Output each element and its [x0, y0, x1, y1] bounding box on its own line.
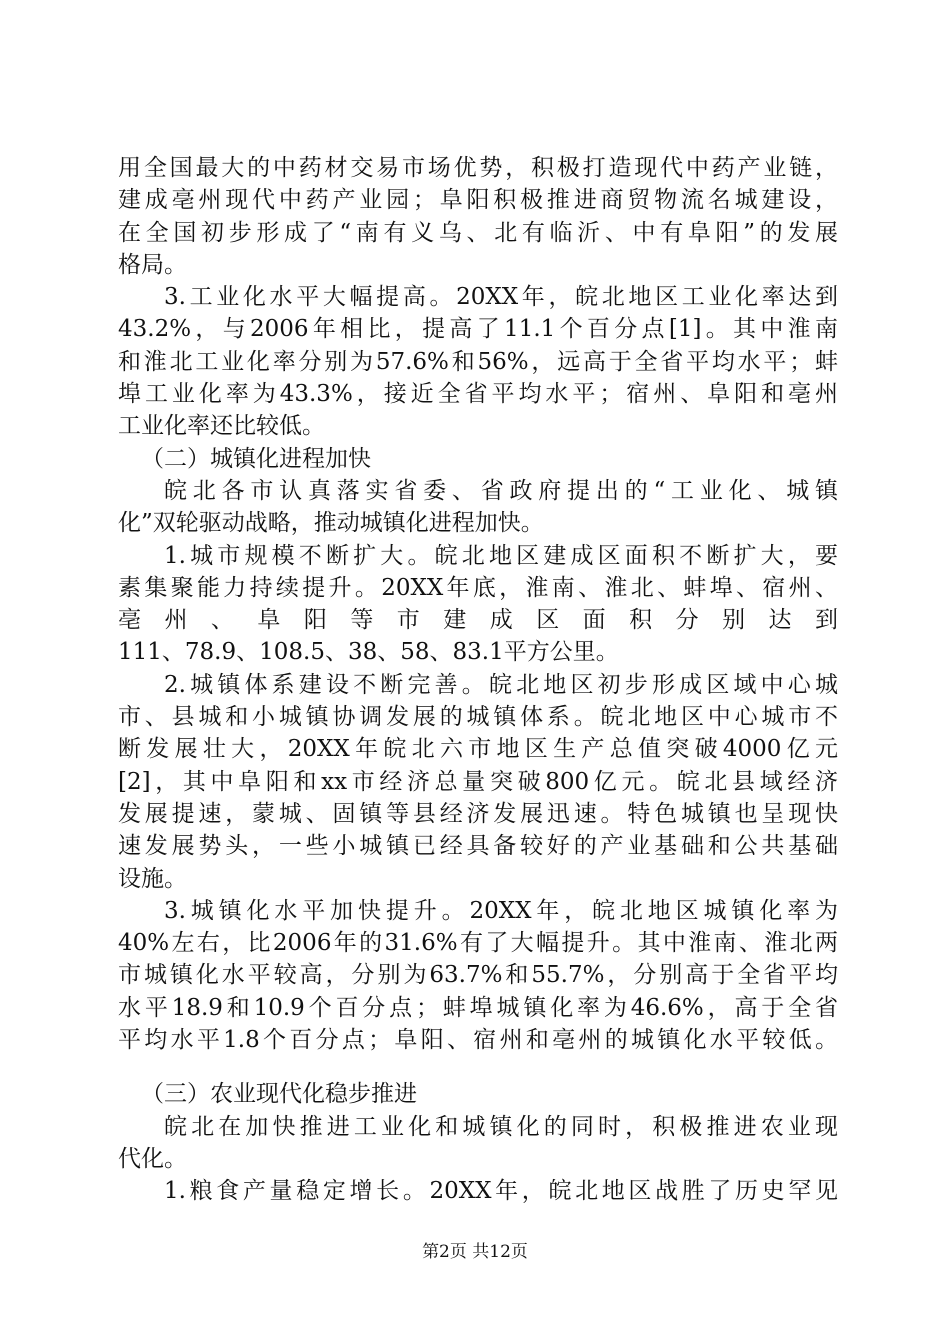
text-line: 素集聚能力持续提升。20XX年底，淮南、淮北、蚌埠、宿州、 — [118, 574, 838, 601]
text-line: 亳州、阜阳等市建成区面积分别达到 — [118, 607, 838, 634]
text-line: 设施。 — [118, 865, 187, 892]
text-line: 市城镇化水平较高，分别为63.7%和55.7%，分别高于全省平均 — [118, 962, 838, 989]
paragraph-gap — [118, 1056, 838, 1078]
text-line: 111、78.9、108.5、38、58、83.1平方公里。 — [118, 639, 619, 666]
text-line: 皖北在加快推进工业化和城镇化的同时，积极推进农业现 — [164, 1113, 838, 1140]
text-line: 工业化率还比较低。 — [118, 413, 325, 440]
text-line: 平均水平1.8个百分点；阜阳、宿州和亳州的城镇化水平较低。 — [118, 1027, 838, 1054]
text-line: [2]，其中阜阳和xx市经济总量突破800亿元。皖北县域经济 — [118, 768, 838, 795]
text-line: 埠工业化率为43.3%，接近全省平均水平；宿州、阜阳和亳州 — [118, 381, 838, 408]
text-line: 水平18.9和10.9个百分点；蚌埠城镇化率为46.6%，高于全省 — [118, 994, 838, 1021]
text-line: 和淮北工业化率分别为57.6%和56%，远高于全省平均水平；蚌 — [118, 348, 838, 375]
text-line: 断发展壮大，20XX年皖北六市地区生产总值突破4000亿元 — [118, 736, 838, 763]
text-line: 发展提速，蒙城、固镇等县经济发展迅速。特色城镇也呈现快 — [118, 800, 838, 827]
text-line: 在全国初步形成了“南有义乌、北有临沂、中有阜阳”的发展 — [118, 219, 838, 246]
text-line: 皖北各市认真落实省委、省政府提出的“工业化、城镇 — [164, 477, 838, 504]
text-line: 1.城市规模不断扩大。皖北地区建成区面积不断扩大，要 — [164, 542, 838, 569]
text-line: 2.城镇体系建设不断完善。皖北地区初步形成区域中心城 — [164, 671, 838, 698]
text-line: 3.工业化水平大幅提高。20XX年，皖北地区工业化率达到 — [164, 284, 838, 311]
section-heading: （二）城镇化进程加快 — [141, 445, 371, 472]
text-line: 速发展势头，一些小城镇已经具备较好的产业基础和公共基础 — [118, 833, 838, 860]
text-line: 用全国最大的中药材交易市场优势，积极打造现代中药产业链， — [118, 155, 838, 181]
document-body — [118, 152, 838, 1208]
text-line: 化”双轮驱动战略，推动城镇化进程加快。 — [118, 510, 544, 537]
text-line: 1.粮食产量稳定增长。20XX年，皖北地区战胜了历史罕见 — [164, 1178, 838, 1205]
text-line: 格局。 — [118, 251, 187, 278]
text-line: 市、县城和小城镇协调发展的城镇体系。皖北地区中心城市不 — [118, 704, 838, 731]
page-footer: 第2页 共12页 — [422, 1242, 528, 1262]
text-line: 3.城镇化水平加快提升。20XX年，皖北地区城镇化率为 — [164, 897, 838, 924]
section-heading: （三）农业现代化稳步推进 — [141, 1081, 417, 1108]
text-line: 建成亳州现代中药产业园；阜阳积极推进商贸物流名城建设， — [118, 187, 838, 214]
text-line: 代化。 — [118, 1145, 187, 1172]
text-line: 40%左右，比2006年的31.6%有了大幅提升。其中淮南、淮北两 — [118, 930, 838, 957]
text-line: 43.2%，与2006年相比，提高了11.1个百分点[1]。其中淮南 — [118, 316, 838, 343]
